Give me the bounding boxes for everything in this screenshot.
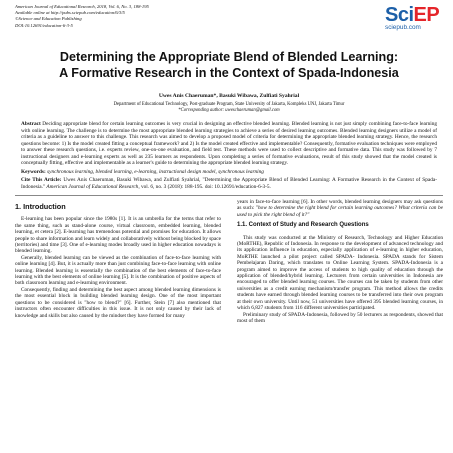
- logo-mark: [385, 4, 443, 26]
- cite-this-article: [15, 177, 443, 190]
- intro-paragraph-2: Generally, blended learning can be viewed as the combination of face-to-face learning with online learning [4]. But, it is actually more than just combining face-to-face learning with online learning. Blended learning is essentially the combination of the best elements of face-to-face learning with the best elements of online learning [5]. It is the combination of positive aspects of both classroom learning and e-learning environment.: [15, 254, 221, 287]
- left-column: [15, 199, 221, 324]
- keywords-label: Keywords:: [21, 168, 46, 175]
- right-paragraph-1: [237, 199, 443, 218]
- title-line-1: Determining the Appropriate Blend of Blended Learning:: [59, 50, 399, 64]
- body-columns: [15, 199, 443, 324]
- logo-url: sciepub.com: [385, 24, 421, 31]
- right-paragraph-1-text: years in face-to-face learning [6]. In other words, blended learning designers may ask questions as such:: [237, 199, 443, 212]
- research-question-quote: "how to determine the right blend for certain learning outcomes? What criteria can be used to pick the right blend of it?": [237, 205, 444, 218]
- right-paragraph-2: This study was conducted at the Ministry of Research, Technology and Higher Education (MoRTHE), Republic of Indonesia. In response to the development of advanced technology and its application influence in education, especially application of e-learning in higher education, MoRTHE launched a pilot project called SPADA- Indonesia. SPADA stands for Sistem Pembelajaran Daring, which translates to Online Learning System. SPADA-Indonesia is a program aimed to improve the access of students to high quality of education through the application of blended/hybrid learning. Lecturers from certain universities in Indonesia are encouraged to offer blended learning courses. The courses can be taken by students from other universities as a credit earning mechanism/transfer program. This method allows the credits students have earned through blended learning courses to be transferred into their own program at their own university. Until now, 51 universities have offered 395 blended learning courses, in which 6,827 students from 116 different universities participated.: [237, 234, 443, 312]
- affiliation: Department of Educational Technology, Post-graduate Program, State University of Jakarta, Kompleks UNJ, Jakarta Timur: [113, 102, 345, 107]
- journal-citation: American Journal of Educational Research, 2018, Vol. 6, No. 3, 188-195: [15, 4, 149, 9]
- affiliation-block: [15, 102, 443, 114]
- sciepub-logo: [385, 4, 443, 38]
- intro-paragraph-3: Consequently, finding and determining the best aspect among blended learning dimensions is the most essential block in building blended learning design. One of the most important questions to be considered is "how to blend?" [6]. Further, Stein [7] also mentioned that instructors often encounter difficulties in this issue. It is not only caused by their lack of knowledge and skills but also caused by the mindset they have formed for many: [15, 286, 221, 319]
- cite-label: Cite This Article:: [21, 177, 62, 183]
- keywords: [15, 169, 443, 176]
- cite-text: Uwes Anis Chaeruman, Basuki Wibawa, and Zulfiati Syahrial, "Determining the Appropriate Blend of Blended Learning: A Formative Research in the Context of Spada-Indonesia.": [21, 177, 437, 190]
- journal-doi[interactable]: DOI:10.12691/education-6-3-5: [15, 22, 73, 28]
- right-column: [237, 199, 443, 324]
- article-header: [15, 4, 443, 50]
- abstract-label: Abstract: [21, 121, 41, 127]
- keywords-text: synchronous learning, blended learning, e-learning, instructional design model, synchronous learning: [47, 168, 264, 175]
- logo-ep: EP: [413, 4, 440, 26]
- cite-journal: American Journal of Educational Research,: [46, 183, 140, 190]
- cite-tail: vol. 6, no. 3 (2018): 188-195. doi: 10.12691/education-6-3-5.: [140, 183, 271, 190]
- abstract: [15, 121, 443, 167]
- abstract-text: Deciding appropriate blend for certain learning outcomes is very crucial in designing an effective blended learning. Blended learning is not just simply combining face-to-face learning with online learning. The challenge is to determine the most appropriate blended learning strategies to achieve a series of desired learning outcomes. Blended learning designers utilize a model of criteria as a guideline to answer to this challenge. This research was aimed to develop a proposed model of criteria for determining the appropriate blended learning strategy. Hence, the research questions become: 1) Is the model created fitting a conceptual framework? and 2) Is the model created effective and implementable? Consequently, formative evaluation techniques were employed to answer these research questions, i.e. experts review, one-on-one evaluation, and field test. These methods were used to collect descriptive and formative data. This study was followed by 7 instructional designers and e-learning experts as well as 235 learners as respondents. Upon completing a series of formative evaluations, result of this study showed that the model created is conceptually fitting, effective and implementable as a learner's guide to determining the appropriate blended learning strategy.: [21, 121, 438, 166]
- logo-sci: Sci: [385, 4, 414, 26]
- journal-meta: [15, 4, 315, 29]
- title-line-2: A Formative Research in the Context of Spada-Indonesia: [59, 65, 399, 80]
- intro-paragraph-1: E-learning has been popular since the 1980s [1]. It is an umbrella for the terms that refer to the same thing, such as stand-alone course, virtual classroom, embedded learning, blended learning, et cetera [2]. E-learning has tremendous potential and promises for education. It allows people to share information and learn widely and collaboratively without being blocked by space (territories) and time [3]. One of e-learning modes broadly used in higher education nowadays is blended learning.: [15, 216, 221, 255]
- subsection-heading: 1.1. Context of Study and Research Questions: [237, 222, 369, 229]
- journal-url[interactable]: Available online at http://pubs.sciepub.com/education/6/3/5: [15, 10, 125, 16]
- right-paragraph-3: Preliminary study of SPADA-Indonesia, followed by 50 lecturers as respondents, showed that most of them: [237, 311, 443, 324]
- corresponding-author: *Corresponding author: uweschaeruman@gmail.com: [178, 108, 280, 113]
- divider: [15, 195, 443, 196]
- article-title: [15, 50, 443, 81]
- intro-heading: 1. Introduction: [15, 202, 66, 211]
- journal-publisher: ©Science and Education Publishing: [15, 16, 82, 22]
- author-list: Uwes Anis Chaeruman*, Basuki Wibawa, Zulfiati Syahrial: [158, 93, 300, 99]
